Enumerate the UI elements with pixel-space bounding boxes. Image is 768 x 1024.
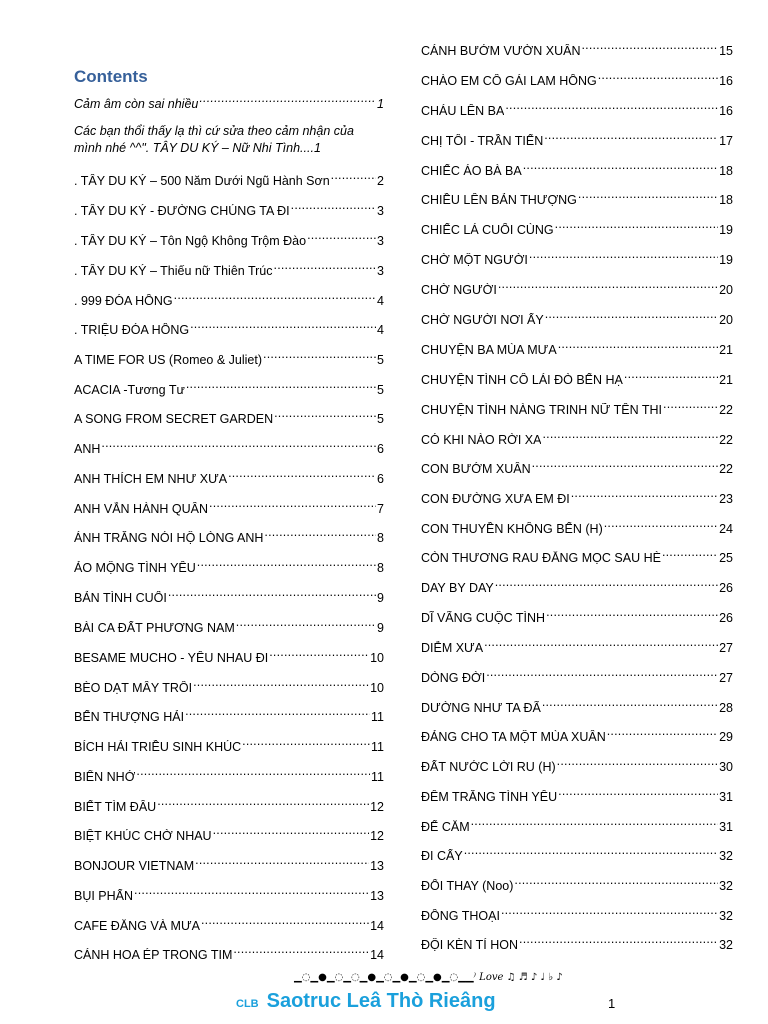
toc-entry-title: DƯỜNG NHƯ TA ĐÃ <box>421 701 541 715</box>
toc-entry-page: 3 <box>377 204 384 218</box>
toc-entry-page: 5 <box>377 383 384 397</box>
toc-entry[interactable] <box>421 189 733 208</box>
toc-entry-title: ĐẤT NƯỚC LỜI RU (H) <box>421 760 556 774</box>
toc-entry[interactable] <box>74 349 384 368</box>
toc-entry-leader <box>662 547 718 562</box>
toc-entry-leader <box>598 70 718 85</box>
toc-entry-page: 3 <box>377 234 384 248</box>
toc-entry-leader <box>514 875 718 890</box>
toc-entry-leader <box>307 230 376 245</box>
toc-entry[interactable] <box>421 518 733 537</box>
toc-entry[interactable] <box>74 123 384 157</box>
toc-entry[interactable] <box>74 677 384 696</box>
toc-entry-title: CON BƯỚM XUÂN <box>421 462 531 476</box>
toc-entry-leader <box>291 200 376 215</box>
toc-entry[interactable] <box>421 845 733 864</box>
toc-entry-title: BẢN TÌNH CUỐI <box>74 591 167 605</box>
toc-entry[interactable] <box>421 160 733 179</box>
toc-entry-page: 21 <box>719 343 733 357</box>
toc-entry-title: CHIỀU LÊN BẢN THƯỢNG <box>421 193 577 207</box>
toc-entry-leader <box>464 845 718 860</box>
toc-entry-page: 26 <box>719 611 733 625</box>
toc-entry[interactable] <box>421 309 733 328</box>
toc-entry-leader <box>471 816 718 831</box>
toc-entry-title: DÒNG ĐỜI <box>421 671 486 685</box>
toc-entry-title: BESAME MUCHO - YÊU NHAU ĐI <box>74 651 269 665</box>
toc-entry-leader <box>571 488 718 503</box>
toc-entry-leader <box>607 726 718 741</box>
toc-entry[interactable] <box>74 944 384 963</box>
toc-entry[interactable] <box>421 488 733 507</box>
toc-entry-page: 6 <box>377 442 384 456</box>
toc-entry-leader <box>486 667 718 682</box>
toc-entry-title: CHUYỆN TÌNH CÔ LÁI ĐÒ BẾN HẠ <box>421 373 623 387</box>
toc-entry-page: 4 <box>377 294 384 308</box>
toc-entry[interactable] <box>421 547 733 566</box>
toc-entry-leader <box>532 458 718 473</box>
toc-entry-page: 17 <box>719 134 733 148</box>
footer <box>236 990 496 1013</box>
toc-entry-title: CHỜ NGƯỜI <box>421 283 497 297</box>
toc-entry[interactable] <box>74 319 384 338</box>
toc-entry-leader <box>136 766 370 781</box>
toc-entry-leader <box>195 855 369 870</box>
toc-entry-page: 20 <box>719 313 733 327</box>
toc-entry-page: 4 <box>377 323 384 337</box>
toc-entry-title: CHUYỆN BA MÙA MƯA <box>421 343 557 357</box>
toc-entry-page: 2 <box>377 174 384 188</box>
toc-entry-tail: .... <box>300 141 314 155</box>
toc-entry-leader <box>263 349 376 364</box>
toc-entry[interactable] <box>74 915 384 934</box>
toc-entry-title: BẾN THƯỢNG HẢI <box>74 710 185 724</box>
toc-entry[interactable] <box>74 408 384 427</box>
toc-entry-title: BIỆT KHÚC CHỜ NHAU <box>74 829 212 843</box>
toc-entry[interactable] <box>421 637 733 656</box>
toc-entry-leader <box>101 438 376 453</box>
toc-entry-page: 10 <box>370 651 384 665</box>
toc-entry-title: ĐẾ CẮM <box>421 820 470 834</box>
toc-entry-page: 1 <box>377 97 384 111</box>
contents-heading: Contents <box>74 67 148 86</box>
toc-entry-page: 7 <box>377 502 384 516</box>
toc-entry-page: 15 <box>719 44 733 58</box>
toc-entry-title: . TRIỆU ĐÓA HỒNG <box>74 323 190 337</box>
toc-entry[interactable] <box>74 647 384 666</box>
toc-entry[interactable] <box>74 587 384 606</box>
toc-entry-page: 8 <box>377 531 384 545</box>
toc-entry[interactable] <box>421 726 733 745</box>
footer-brand: Saotruc Leâ Thò Rieâng <box>266 990 496 1012</box>
toc-entry[interactable] <box>74 885 384 904</box>
toc-entry-leader <box>484 637 718 652</box>
toc-entry[interactable] <box>421 816 733 835</box>
toc-entry-page: 1 <box>313 141 321 155</box>
footer-clb-label: CLB <box>236 998 259 1010</box>
toc-entry-page: 23 <box>719 492 733 506</box>
toc-entry-title: BÍCH HẢI TRIỀU SINH KHÚC <box>74 740 242 754</box>
toc-entry-leader <box>529 249 718 264</box>
toc-entry-title: ANH <box>74 442 101 456</box>
toc-entry-title: ĐI CẤY <box>421 849 463 863</box>
toc-entry[interactable] <box>74 290 384 309</box>
toc-entry-page: 9 <box>377 621 384 635</box>
toc-entry-title: DAY BY DAY <box>421 581 494 595</box>
toc-entry[interactable] <box>74 468 384 487</box>
toc-entry-page: 3 <box>377 264 384 278</box>
toc-entry-leader <box>264 527 376 542</box>
toc-entry-page: 32 <box>719 849 733 863</box>
toc-entry[interactable] <box>74 706 384 725</box>
toc-entry-title: CHỜ MỘT NGƯỜI <box>421 253 528 267</box>
toc-entry[interactable] <box>74 200 384 219</box>
toc-entry-title: DIỄM XƯA <box>421 641 484 655</box>
toc-entry[interactable] <box>421 399 733 418</box>
toc-entry-title: BỤI PHẤN <box>74 889 134 903</box>
toc-entry-page: 6 <box>377 472 384 486</box>
toc-entry-page: 24 <box>719 522 733 536</box>
toc-entry-leader <box>174 290 376 305</box>
toc-entry[interactable] <box>74 557 384 576</box>
toc-entry[interactable] <box>421 249 733 268</box>
toc-entry-title: CÁNH BƯỚM VƯỜN XUÂN <box>421 44 581 58</box>
toc-entry-leader <box>505 100 718 115</box>
toc-entry[interactable] <box>421 756 733 775</box>
toc-entry-title: ACACIA -Tương Tư <box>74 383 185 397</box>
toc-entry-leader <box>209 498 376 513</box>
toc-entry-page: 14 <box>370 948 384 962</box>
toc-entry-title: A TIME FOR US (Romeo & Juliet) <box>74 353 263 367</box>
toc-entry[interactable] <box>74 855 384 874</box>
toc-entry-title: Các bạn thổi thấy lạ thì cứ sửa theo cảm nhận của mình nhé ^^". TÂY DU KÝ – Nữ Nhi Tình <box>74 124 354 155</box>
toc-entry-leader <box>555 219 718 234</box>
toc-entry-title: CÁNH HOA ÉP TRONG TIM <box>74 948 233 962</box>
toc-entry-leader <box>197 557 376 572</box>
toc-entry-title: CAFE ĐẮNG VÀ MƯA <box>74 919 200 933</box>
toc-entry[interactable] <box>421 339 733 358</box>
toc-entry-leader <box>624 369 718 384</box>
toc-entry[interactable] <box>421 100 733 119</box>
toc-entry-page: 21 <box>719 373 733 387</box>
toc-entry-title: ĐẢNG CHO TA MỘT MÙA XUÂN <box>421 730 606 744</box>
toc-entry-title: CHỊ TÔI - TRẦN TIẾN <box>421 134 544 148</box>
page-number: 1 <box>608 996 616 1011</box>
toc-entry[interactable] <box>421 130 733 149</box>
toc-entry-page: 22 <box>719 433 733 447</box>
toc-entry-title: Cảm âm còn sai nhiều <box>74 97 199 111</box>
toc-entry-page: 16 <box>719 104 733 118</box>
toc-entry[interactable] <box>74 527 384 546</box>
toc-entry-page: 28 <box>719 701 733 715</box>
toc-entry-leader <box>185 706 370 721</box>
toc-entry-title: . 999 ĐÓA HỒNG <box>74 294 173 308</box>
toc-entry-title: BIỂN NHỚ <box>74 770 136 784</box>
toc-entry-title: CÓ KHI NÀO RỜI XA <box>421 433 542 447</box>
toc-entry-title: BÈO DẠT MÂY TRÔI <box>74 681 193 695</box>
toc-entry-page: 18 <box>719 164 733 178</box>
footer-decoration: ▁◌▁●▁◌▁◌▁●▁◌▁●▁◌▁●▁◌▁▁⁾ Love ♫ ♬ ♪ ♩ ♭ ♪ <box>294 972 563 983</box>
toc-entry-leader <box>558 786 718 801</box>
toc-entry-leader <box>274 408 376 423</box>
toc-entry[interactable] <box>421 577 733 596</box>
toc-entry[interactable] <box>421 905 733 924</box>
toc-entry-page: 31 <box>719 790 733 804</box>
toc-entry-title: . TÂY DU KÝ – Tôn Ngộ Không Trộm Đào <box>74 234 307 248</box>
toc-entry-page: 10 <box>370 681 384 695</box>
toc-entry-title: BONJOUR VIETNAM <box>74 859 195 873</box>
toc-entry-leader <box>519 934 718 949</box>
toc-entry-leader <box>199 93 376 108</box>
toc-entry-page: 12 <box>370 800 384 814</box>
toc-entry-page: 11 <box>371 740 384 754</box>
toc-entry[interactable] <box>74 230 384 249</box>
toc-entry-title: ĐÊM TRĂNG TÌNH YÊU <box>421 790 558 804</box>
toc-entry-page: 32 <box>719 909 733 923</box>
toc-entry-leader <box>581 40 718 55</box>
toc-entry[interactable] <box>421 934 733 953</box>
toc-entry-page: 8 <box>377 561 384 575</box>
toc-entry-title: CHỜ NGƯỜI NƠI ẤY <box>421 313 544 327</box>
toc-entry-title: CÒN THƯƠNG RAU ĐẮNG MỌC SAU HÈ <box>421 551 661 565</box>
toc-entry-leader <box>557 756 718 771</box>
toc-entry-page: 31 <box>719 820 733 834</box>
toc-entry-page: 27 <box>719 641 733 655</box>
toc-entry-page: 9 <box>377 591 384 605</box>
toc-entry-page: 19 <box>719 223 733 237</box>
toc-entry[interactable] <box>74 93 384 112</box>
toc-entry-title: ANH THÍCH EM NHƯ XƯA <box>74 472 228 486</box>
toc-entry-leader <box>269 647 369 662</box>
toc-entry-page: 27 <box>719 671 733 685</box>
toc-entry[interactable] <box>74 736 384 755</box>
toc-entry[interactable] <box>421 667 733 686</box>
toc-entry-leader <box>190 319 376 334</box>
toc-entry[interactable] <box>74 498 384 517</box>
toc-entry-leader <box>542 429 718 444</box>
toc-entry-title: . TÂY DU KÝ – 500 Năm Dưới Ngũ Hành Sơn <box>74 174 330 188</box>
toc-entry[interactable] <box>74 438 384 457</box>
toc-entry-title: A SONG FROM SECRET GARDEN <box>74 412 274 426</box>
toc-entry-leader <box>578 189 718 204</box>
toc-entry-title: CHÀO EM CÔ GÁI LAM HỒNG <box>421 74 597 88</box>
toc-entry-title: ANH VẪN HÀNH QUÂN <box>74 502 209 516</box>
toc-entry-title: CHÁU LÊN BA <box>421 104 505 118</box>
toc-entry-title: CON ĐƯỜNG XƯA EM ĐI <box>421 492 570 506</box>
toc-entry[interactable] <box>421 786 733 805</box>
toc-entry-leader <box>134 885 369 900</box>
toc-entry-page: 11 <box>371 710 384 724</box>
toc-entry-title: BIẾT TÌM ĐÂU <box>74 800 157 814</box>
toc-entry[interactable] <box>74 617 384 636</box>
toc-entry-leader <box>168 587 376 602</box>
toc-entry-page: 14 <box>370 919 384 933</box>
toc-entry-title: ĐỒNG THOẠI <box>421 909 500 923</box>
toc-entry-leader <box>495 577 718 592</box>
toc-entry[interactable] <box>74 170 384 189</box>
toc-entry-leader <box>274 260 377 275</box>
toc-entry-leader <box>157 796 369 811</box>
toc-entry-leader <box>501 905 718 920</box>
toc-entry[interactable] <box>74 825 384 844</box>
toc-entry[interactable] <box>74 260 384 279</box>
toc-entry-title: ĐỘI KÈN TÍ HON <box>421 938 519 952</box>
toc-entry-page: 25 <box>719 551 733 565</box>
toc-entry-leader <box>213 825 370 840</box>
toc-entry-leader <box>242 736 370 751</box>
toc-entry-leader <box>604 518 718 533</box>
toc-entry-page: 16 <box>719 74 733 88</box>
toc-entry-page: 5 <box>377 353 384 367</box>
toc-entry[interactable] <box>74 766 384 785</box>
toc-entry-page: 13 <box>370 859 384 873</box>
toc-entry-leader <box>542 697 718 712</box>
toc-entry-leader <box>663 399 718 414</box>
toc-entry-leader <box>186 379 376 394</box>
toc-entry[interactable] <box>421 40 733 59</box>
toc-entry-page: 22 <box>719 403 733 417</box>
toc-entry[interactable] <box>421 70 733 89</box>
toc-entry[interactable] <box>421 875 733 894</box>
toc-entry-page: 26 <box>719 581 733 595</box>
toc-entry[interactable] <box>74 379 384 398</box>
toc-entry-title: . TÂY DU KÝ - ĐƯỜNG CHÚNG TA ĐI <box>74 204 290 218</box>
toc-entry-leader <box>546 607 718 622</box>
toc-entry-leader <box>233 944 369 959</box>
toc-entry-title: CON THUYỀN KHÔNG BẾN (H) <box>421 522 603 536</box>
toc-entry-title: CHIẾC ÁO BÀ BA <box>421 164 522 178</box>
toc-entry-title: CHIẾC LÁ CUỐI CÙNG <box>421 223 554 237</box>
toc-entry-page: 19 <box>719 253 733 267</box>
toc-entry-page: 20 <box>719 283 733 297</box>
toc-entry-title: BÀI CA ĐẤT PHƯƠNG NAM <box>74 621 235 635</box>
toc-entry-page: 32 <box>719 879 733 893</box>
toc-entry-leader <box>331 170 376 185</box>
toc-entry-page: 12 <box>370 829 384 843</box>
toc-entry-leader <box>236 617 376 632</box>
toc-entry-leader <box>498 279 718 294</box>
toc-entry[interactable] <box>74 796 384 815</box>
toc-entry-leader <box>193 677 369 692</box>
toc-entry[interactable] <box>421 697 733 716</box>
toc-entry[interactable] <box>421 429 733 448</box>
toc-entry-page: 32 <box>719 938 733 952</box>
toc-entry-page: 18 <box>719 193 733 207</box>
toc-entry[interactable] <box>421 279 733 298</box>
toc-entry-title: CHUYỆN TÌNH NÀNG TRINH NỮ TÊN THI <box>421 403 663 417</box>
toc-entry-page: 30 <box>719 760 733 774</box>
toc-entry-page: 11 <box>371 770 384 784</box>
toc-entry-page: 29 <box>719 730 733 744</box>
toc-entry-title: DĨ VÃNG CUỘC TÌNH <box>421 611 546 625</box>
toc-entry[interactable] <box>421 607 733 626</box>
toc-entry[interactable] <box>421 458 733 477</box>
toc-entry-leader <box>228 468 376 483</box>
toc-entry-leader <box>201 915 369 930</box>
toc-entry-leader <box>545 309 718 324</box>
toc-entry-leader <box>523 160 718 175</box>
toc-entry-leader <box>544 130 718 145</box>
toc-entry[interactable] <box>421 219 733 238</box>
toc-entry-title: . TÂY DU KÝ – Thiếu nữ Thiên Trúc <box>74 264 273 278</box>
toc-entry-page: 5 <box>377 412 384 426</box>
toc-entry-page: 13 <box>370 889 384 903</box>
toc-entry-title: ẢO MỘNG TÌNH YÊU <box>74 561 196 575</box>
toc-entry-title: ĐỔI THAY (Noo) <box>421 879 514 893</box>
toc-entry-title: ÁNH TRĂNG NÓI HỘ LÒNG ANH <box>74 531 264 545</box>
toc-entry-leader <box>558 339 718 354</box>
toc-entry[interactable] <box>421 369 733 388</box>
toc-entry-page: 22 <box>719 462 733 476</box>
